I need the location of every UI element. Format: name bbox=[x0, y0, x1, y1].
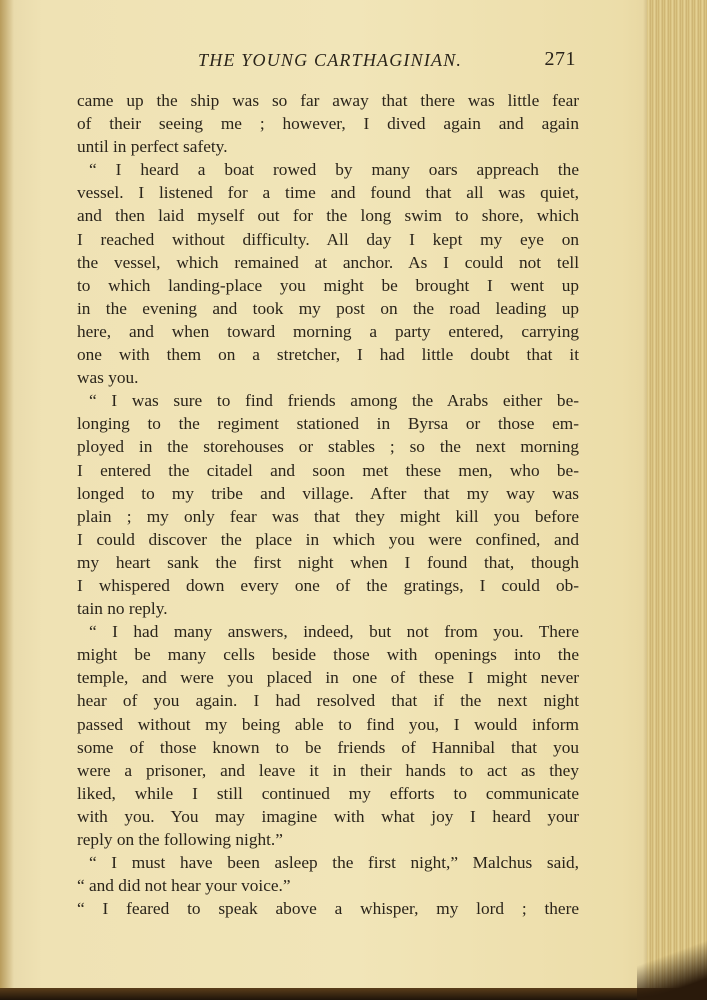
text-line: I could discover the place in which you were confined, and bbox=[77, 529, 579, 549]
text-line: came up the ship was so far away that there was little fear bbox=[77, 91, 579, 110]
text-line: here, and when toward morning a party entered, carrying bbox=[77, 321, 579, 341]
text-line: “ I had many answers, indeed, but not from you. There bbox=[89, 622, 579, 642]
text-line: were a prisoner, and leave it in their hands to act as they bbox=[77, 760, 579, 780]
text-line: vessel. I listened for a time and found that all was quiet, bbox=[77, 183, 579, 203]
text-line: might be many cells beside those with openings into the bbox=[77, 645, 579, 665]
text-line: was you. bbox=[77, 368, 139, 388]
text-line: to which landing-place you might be brought I went up bbox=[77, 275, 579, 295]
text-line: temple, and were you placed in one of these I might never bbox=[77, 668, 579, 688]
page-gutter-shadow bbox=[0, 0, 14, 1000]
text-line: my heart sank the first night when I found that, though bbox=[77, 552, 579, 572]
text-line: I whispered down every one of the gratings, I could ob- bbox=[77, 575, 579, 595]
text-line: one with them on a stretcher, I had little doubt that it bbox=[77, 345, 579, 365]
text-line: and then laid myself out for the long swim to shore, which bbox=[77, 206, 579, 226]
text-line: until in perfect safety. bbox=[77, 137, 228, 157]
text-line: hear of you again. I had resolved that if the next night bbox=[77, 691, 579, 711]
page-header bbox=[76, 48, 576, 78]
text-line: longing to the regiment stationed in Byrsa or those em- bbox=[77, 414, 579, 434]
text-line: the vessel, which remained at anchor. As I could not tell bbox=[77, 252, 579, 272]
text-line: of their seeing me ; however, I dived again and again bbox=[77, 114, 579, 134]
text-line: some of those known to be friends of Hannibal that you bbox=[77, 737, 579, 757]
text-line: “ I heard a boat rowed by many oars appreach the bbox=[89, 160, 579, 180]
text-line: “ I feared to speak above a whisper, my lord ; there bbox=[77, 899, 579, 919]
running-title: THE YOUNG CARTHAGINIAN. bbox=[198, 50, 463, 70]
body-text bbox=[77, 89, 579, 920]
text-line: in the evening and took my post on the road leading up bbox=[77, 298, 579, 318]
text-line: reply on the following night.” bbox=[77, 830, 283, 849]
text-line: I reached without difficulty. All day I kept my eye on bbox=[77, 229, 579, 249]
text-line: passed without my being able to find you, I would inform bbox=[77, 714, 579, 734]
text-line: with you. You may imagine with what joy I heard your bbox=[77, 806, 579, 826]
text-line: “ I was sure to find friends among the Arabs either be- bbox=[89, 391, 579, 411]
text-line: “ I must have been asleep the first night,” Malchus said, bbox=[89, 853, 579, 873]
book-corner-shadow bbox=[637, 940, 707, 1000]
book-binding-edge bbox=[0, 988, 707, 1000]
text-line: I entered the citadel and soon met these men, who be- bbox=[77, 460, 579, 480]
page-number: 271 bbox=[544, 48, 576, 70]
text-line: plain ; my only fear was that they might kill you before bbox=[77, 506, 579, 526]
text-line: longed to my tribe and village. After that my way was bbox=[77, 483, 579, 503]
text-line: “ and did not hear your voice.” bbox=[77, 876, 291, 896]
text-line: tain no reply. bbox=[77, 599, 168, 619]
text-line: liked, while I still continued my efforts to communicate bbox=[77, 783, 579, 803]
text-line: ployed in the storehouses or stables ; so the next morning bbox=[77, 437, 579, 457]
book-page-edges bbox=[647, 0, 707, 1000]
